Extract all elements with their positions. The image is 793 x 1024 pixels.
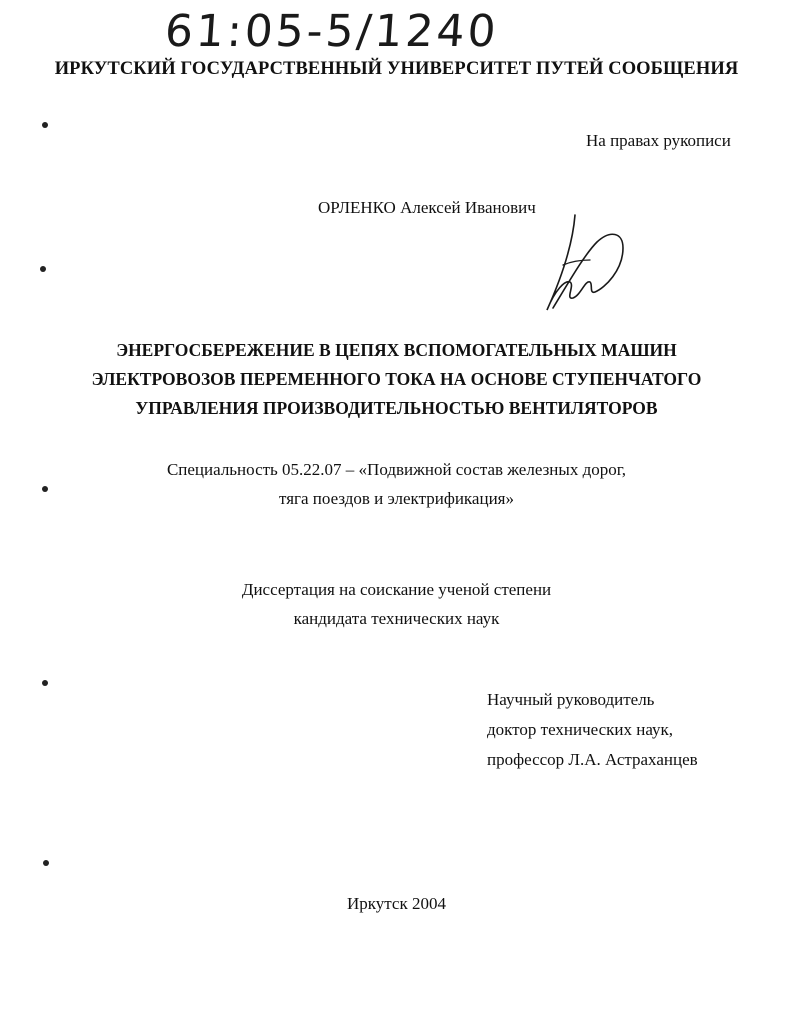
author-name: ОРЛЕНКО Алексей Иванович [318, 198, 536, 217]
degree-line-1: Диссертация на соискание ученой степени [241, 580, 552, 599]
dissertation-title [0, 336, 793, 423]
supervisor-line-3: профессор Л.А. Астраханцев [487, 750, 698, 769]
manuscript-note: На правах рукописи [586, 131, 731, 150]
university-name: ИРКУТСКИЙ ГОСУДАРСТВЕННЫЙ УНИВЕРСИТЕТ ПУТЕЙ СООБЩЕНИЯ [54, 59, 739, 79]
specialty-line-1: Специальность 05.22.07 – «Подвижной состав железных дорог, [166, 460, 627, 479]
degree-line-2: кандидата технических наук [293, 609, 500, 628]
scan-margin-dot [43, 860, 49, 866]
handwritten-catalog-number: 61:05-5/1240 [163, 6, 501, 57]
title-line-3: УПРАВЛЕНИЯ ПРОИЗВОДИТЕЛЬНОСТЬЮ ВЕНТИЛЯТОРОВ [135, 398, 658, 418]
title-line-1: ЭНЕРГОСБЕРЕЖЕНИЕ В ЦЕПЯХ ВСПОМОГАТЕЛЬНЫХ МАШИН [116, 340, 677, 360]
specialty [0, 455, 793, 513]
title-line-2: ЭЛЕКТРОВОЗОВ ПЕРЕМЕННОГО ТОКА НА ОСНОВЕ СТУПЕНЧАТОГО [91, 369, 702, 389]
scan-margin-dot [42, 486, 48, 492]
supervisor-line-2: доктор технических наук, [487, 720, 674, 739]
dissertation-degree [0, 575, 793, 633]
supervisor-line-1: Научный руководитель [487, 690, 655, 709]
scan-margin-dot [42, 680, 48, 686]
signature [535, 210, 635, 320]
scan-margin-dot [42, 122, 48, 128]
specialty-line-2: тяга поездов и электрификация» [279, 489, 514, 508]
supervisor-block [487, 685, 698, 775]
city-year: Иркутск 2004 [347, 894, 446, 913]
scan-margin-dot [40, 266, 46, 272]
